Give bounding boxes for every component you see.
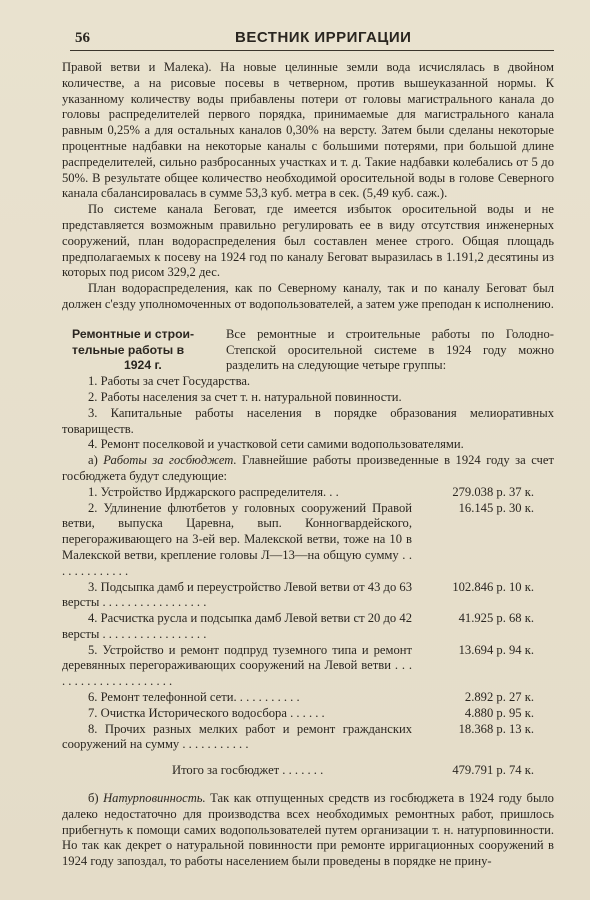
table-row: 1. Устройство Ирджарского распределителя. . . 279.038 р. 37 к. <box>88 484 534 499</box>
section-intro: Все ремонтные и строительные работы по Голодно-Степской оросительной системе в 1924 году можно разделить на следующие четыре группы: <box>226 326 554 373</box>
section-side-heading: Ремонтные и строи- тельные работы в 1924 г. <box>72 326 195 373</box>
section-repairs <box>62 327 554 374</box>
table-row: 7. Очистка Исторического водосбора . . . . . . 4.880 р. 95 к. <box>88 705 534 720</box>
subsection-a: а) Работы за госбюджет. Главнейшие работы произведенные в 1924 году за счет госбюджета будут следующие: <box>62 453 554 483</box>
list-item: 2. Работы населения за счет т. н. натуральной повинности. <box>88 389 402 404</box>
table-row: 2. Удлинение флютбетов у головных сооружений Правой ветви, выпуска Царевна, вып. Конногвардейского, перегораживающего на 3-ей вер. Малекской ветви, тоже на 10 в Малекской ветви, крепление головы Л—13—на общую сумму . . . . . . . . . . . . . 16.145 р. 30 к. <box>62 500 534 578</box>
list-item: 1. Работы за счет Государства. <box>88 374 251 389</box>
table-row: 8. Прочих разных мелких работ и ремонт гражданских сооружений на сумму . . . . . . . . . . . 18.368 р. 13 к. <box>62 721 534 752</box>
page-number: 56 <box>75 30 90 46</box>
subsection-b-title: Натурповинность. <box>103 791 206 806</box>
groups-list <box>62 374 554 453</box>
article-body <box>62 60 554 870</box>
table-row: 5. Устройство и ремонт подпруд туземного типа и ремонт деревянных перегораживающих сооружений на Левой ветви . . . . . . . . . . . . . . . . . . . . . 13.694 р. 94 к. <box>62 642 534 689</box>
total-row <box>172 763 554 779</box>
paragraph: Правой ветви и Малека). На новые целинные земли вода исчислялась в двойном количестве, а на рисовые посевы в четверном, против вышеуказанной нормы. К указанному количеству воды прибавлены потери от головы магистрального канала до головы распределителей первого порядка, принимаемые для магистрального канала равным 0,25% а для остальных каналов 0,30% на версту. Затем были сделаны некоторые процентные надбавки на некоторые каналы с большими потерями, при большой длине распределителей, сильно разбросанных участках и т. д. Такие надбавки колебались от 5 до 50%. В результате общее количество необходимой оросительной воды в голове Северного канала сбалансировалась в сумме 53,3 куб. метра в сек. (5,49 куб. саж.). <box>62 60 554 201</box>
paragraph: По системе канала Беговат, где имеется избыток оросительной воды и не представляется возможным правильно регулировать ее в виду отсутствия инженерных сооружений, план водораспределения был составлен менее строго. Общая площадь предполагаемых к посеву на 1924 год по каналу Беговат выразилась в 1.191,2 десятины из которых под рисом 329,2 дес. <box>62 202 554 280</box>
subsection-b: б) Натурповинность. Так как отпущенных средств из госбюджета в 1924 году было далеко недостаточно для производства всех необходимых ремонтных работ, пришлось прибегнуть к помощи самих водопользователей путем организации т. н. натурповинности. Но так как декрет о натуральной повинности при ремонте ирригационных сооружений в 1924 году запоздал, то работы населением были проведены в порядке не прину- <box>62 791 554 869</box>
list-item: 3. Капитальные работы населения в порядке образования мелиоративных товариществ. <box>62 405 554 436</box>
table-row: 4. Расчистка русла и подсыпка дамб Левой ветви ст 20 до 42 версты . . . . . . . . . . . . . . . . . 41.925 р. 68 к. <box>62 611 534 641</box>
journal-title: ВЕСТНИК ИРРИГАЦИИ <box>235 29 412 46</box>
total-amount: 479.791 р. 74 к. <box>452 763 534 778</box>
page-header <box>75 28 554 50</box>
expense-table <box>62 485 554 779</box>
table-row: 3. Подсыпка дамб и переустройство Левой ветви от 43 до 63 версты . . . . . . . . . . . . . . . . . 102.846 р. 10 к. <box>62 579 534 610</box>
list-item: 4. Ремонт поселковой и участковой сети самими водопользователями. <box>88 437 464 452</box>
paragraph: План водораспределения, как по Северному каналу, так и по каналу Беговат был должен с'езду уполномоченных от водопользователей, а затем уже преподан к исполнению. <box>62 281 554 311</box>
subsection-a-title: Работы за госбюджет. <box>103 453 237 468</box>
header-rule <box>70 50 554 51</box>
table-row: 6. Ремонт телефонной сети. . . . . . . . . . . 2.892 р. 27 к. <box>88 690 534 705</box>
total-label: Итого за госбюджет . . . . . . . <box>172 763 324 778</box>
